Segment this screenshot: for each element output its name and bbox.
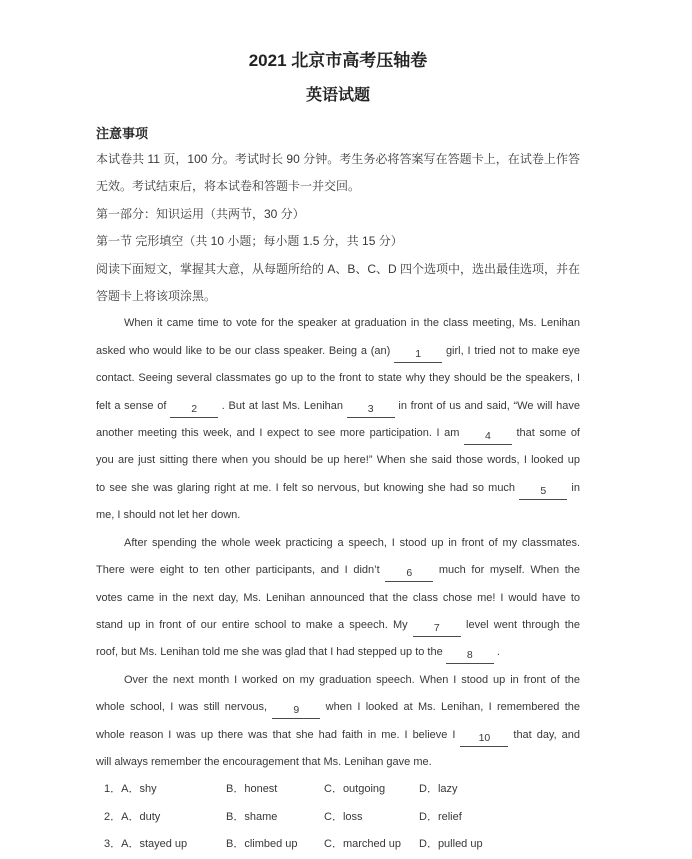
text-line: 本试卷共 11 页，100 分。考试时长 90 分钟。考生务必将答案写在答题卡上，在试卷上作答 (96, 152, 580, 166)
option-cell: B．climbed up (226, 838, 298, 851)
cloze-blank-8: 8 (446, 649, 494, 664)
option-cell: 3．A．stayed up (104, 838, 188, 851)
option-row (104, 804, 580, 831)
paragraph (96, 146, 580, 201)
cloze-blank-2: 2 (170, 403, 218, 418)
text-line: you are just sitting there when you should be up here!” When she said those words, I looked up (96, 454, 580, 467)
text-line: There were eight to ten other participants, and I didn’t 6 much for myself. When the (96, 557, 580, 584)
paragraph (96, 310, 580, 529)
text-line: whole reason I was up there was that she had faith in me. I believe I 10 that day, and (96, 722, 580, 749)
paragraph (96, 228, 580, 255)
options (96, 776, 580, 858)
document-page (96, 0, 580, 859)
text-line: contact. Seeing several classmates go up to the front to state why they should be the speakers, I (96, 372, 580, 385)
option-row (104, 776, 580, 803)
text-line: another meeting this week, and I expect to see more participation. I am 4 that some of (96, 420, 580, 447)
option-cell: D．pulled up (419, 838, 483, 851)
option-cell: 1．A．shy (104, 783, 157, 796)
text-line: whole school, I was still nervous, 9 when I looked at Ms. Lenihan, I remembered the (96, 694, 580, 721)
text-line: asked who would like to be our class speaker. Being a (an) 1 girl, I tried not to make eye (96, 338, 580, 365)
text-line: felt a sense of 2 . But at last Ms. Lenihan 3 in front of us and said, “We will have (96, 393, 580, 420)
option-row (104, 831, 580, 858)
cloze-blank-5: 5 (519, 485, 567, 500)
paragraph (96, 256, 580, 311)
text-line: 阅读下面短文，掌握其大意，从每题所给的 A、B、C、D 四个选项中，选出最佳选项，并在 (96, 261, 581, 276)
paragraph (96, 201, 580, 228)
cloze-blank-3: 3 (347, 403, 395, 418)
option-cell: C．outgoing (324, 783, 386, 796)
paragraphs (96, 146, 580, 776)
option-cell: B．honest (226, 783, 278, 796)
cloze-blank-6: 6 (385, 567, 433, 582)
option-cell: D．lazy (419, 783, 458, 796)
text-line: stand up in front of our entire school to make a speech. My 7 level went through the (96, 612, 580, 639)
cloze-blank-4: 4 (464, 430, 512, 445)
text-line: 第一节 完形填空（共 10 小题；每小题 1.5 分，共 15 分） (96, 234, 403, 249)
option-cell: B．shame (226, 810, 278, 823)
text-line: to see she was glaring right at me. I felt so nervous, but knowing she had so much 5 in (96, 475, 580, 502)
option-cell: C．marched up (324, 838, 402, 851)
text-line: When it came time to vote for the speaker at graduation in the class meeting, Ms. Lenihan (124, 317, 580, 330)
text-line: will always remember the encouragement that Ms. Lenihan gave me. (96, 755, 432, 768)
cloze-blank-7: 7 (413, 622, 461, 637)
option-cell: C．loss (324, 810, 363, 823)
text-line: roof, but Ms. Lenihan told me she was glad that I had stepped up to the 8 . (96, 639, 580, 666)
cloze-blank-10: 10 (460, 732, 508, 747)
text-line: Over the next month I worked on my graduation speech. When I stood up in front of the (124, 673, 580, 686)
cloze-blank-1: 1 (394, 348, 442, 363)
notice-heading: 注意事项 (96, 126, 149, 141)
text-line: After spending the whole week practicing a speech, I stood up in front of my classmates. (124, 536, 580, 549)
text-line: 无效。考试结束后，将本试卷和答题卡一并交回。 (96, 179, 361, 194)
option-cell: D．relief (419, 810, 462, 823)
text-line: votes came in the next day, Ms. Lenihan announced that the class chose me! I would have to (96, 591, 580, 604)
paragraph (96, 530, 580, 667)
cloze-blank-9: 9 (272, 704, 320, 719)
exam-title: 2021 北京市高考压轴卷 (248, 51, 428, 70)
option-cell: 2．A．duty (104, 810, 161, 823)
paragraph (96, 667, 580, 777)
text-line: 第一部分：知识运用（共两节，30 分） (96, 206, 305, 221)
exam-subtitle: 英语试题 (305, 87, 370, 104)
text-line: me, I should not let her down. (96, 509, 241, 522)
text-line: 答题卡上将该项涂黑。 (96, 289, 217, 304)
